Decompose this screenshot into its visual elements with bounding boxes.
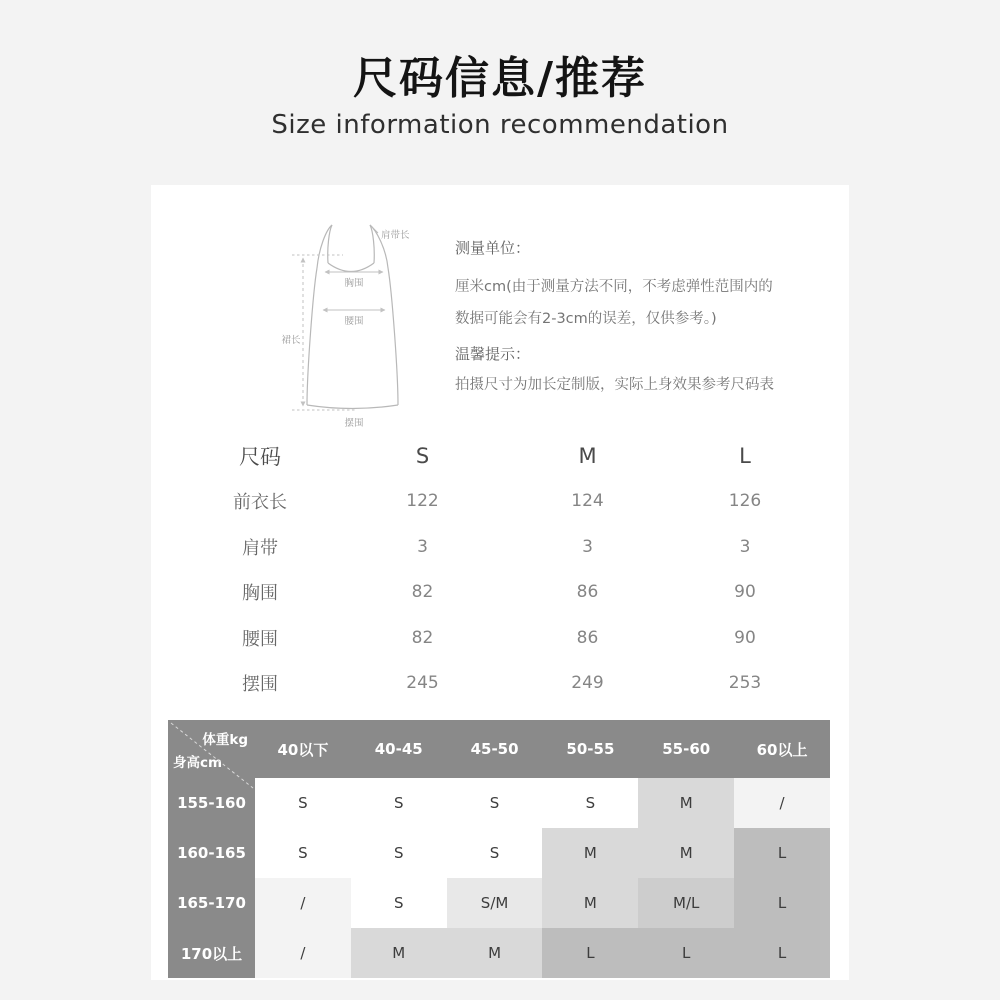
- size-table-header-label: 尺码: [239, 444, 281, 469]
- matrix-cell: S: [351, 778, 447, 828]
- matrix-row-header: 155-160: [168, 778, 255, 828]
- matrix-cell: /: [255, 928, 351, 978]
- cell-bust-m: 86: [576, 582, 599, 603]
- corner-diagonal-line: [168, 720, 255, 792]
- matrix-cell: S: [351, 828, 447, 878]
- corner-height-label: 身高cm: [173, 755, 223, 771]
- matrix-col-header: 40-45: [351, 720, 447, 778]
- matrix-cell: L: [542, 928, 638, 978]
- cell-strap-l: 3: [739, 536, 751, 557]
- matrix-cell: S: [351, 878, 447, 928]
- matrix-cell: S/M: [447, 878, 543, 928]
- matrix-cell: S: [255, 778, 351, 828]
- cell-hem-m: 249: [571, 673, 604, 694]
- matrix-cell: M: [542, 878, 638, 928]
- cell-bust-l: 90: [734, 582, 756, 603]
- tips-heading: 温馨提示：: [455, 345, 531, 363]
- matrix-cell: /: [734, 778, 830, 828]
- matrix-row-header: 165-170: [168, 878, 255, 928]
- matrix-cell: M: [638, 778, 734, 828]
- matrix-col-header: 60以上: [734, 720, 830, 778]
- bust-label: 胸围: [344, 278, 364, 289]
- matrix-cell: /: [255, 878, 351, 928]
- matrix-col-header: 45-50: [447, 720, 543, 778]
- matrix-cell: M: [447, 928, 543, 978]
- matrix-cell: S: [255, 828, 351, 878]
- matrix-cell: M: [638, 828, 734, 878]
- matrix-cell: S: [542, 778, 638, 828]
- matrix-cell: L: [734, 878, 830, 928]
- matrix-cell: M: [351, 928, 447, 978]
- matrix-col-header: 40以下: [255, 720, 351, 778]
- matrix-col-header: 50-55: [542, 720, 638, 778]
- size-table: [185, 433, 825, 706]
- matrix-cell: S: [447, 828, 543, 878]
- cell-hem-s: 245: [406, 673, 439, 694]
- matrix-cell: M/L: [638, 878, 734, 928]
- cell-front-length-s: 122: [406, 491, 439, 512]
- cell-bust-s: 82: [411, 582, 434, 603]
- matrix-cell: L: [734, 928, 830, 978]
- matrix-col-header: 55-60: [638, 720, 734, 778]
- cell-waist-l: 90: [734, 627, 756, 648]
- cell-strap-s: 3: [417, 536, 428, 557]
- measure-unit-line2: 数据可能会有2-3cm的误差，仅供参考。): [455, 311, 717, 327]
- matrix-corner-cell: [168, 720, 255, 778]
- page-title: 尺码信息/推荐: [352, 53, 648, 104]
- cell-waist-s: 82: [411, 627, 434, 648]
- dress-diagram: [271, 210, 456, 435]
- size-table-header-m: M: [578, 443, 597, 468]
- hem-label: 摆围: [344, 418, 364, 429]
- measure-arrows: [292, 226, 385, 410]
- corner-weight-label: 体重kg: [202, 732, 248, 748]
- recommendation-matrix: [168, 720, 830, 978]
- row-label-front-length: 前衣长: [233, 492, 287, 514]
- cell-waist-m: 86: [576, 627, 599, 648]
- cell-strap-m: 3: [582, 536, 593, 557]
- page-subtitle: Size information recommendation: [271, 110, 729, 140]
- row-label-waist: 腰围: [242, 628, 278, 650]
- cell-front-length-l: 126: [728, 491, 762, 512]
- row-label-bust: 胸围: [242, 583, 278, 605]
- matrix-cell: L: [734, 828, 830, 878]
- tips-line: 拍摄尺寸为加长定制版，实际上身效果参考尺码表: [455, 377, 774, 393]
- strap-length-label: 肩带长: [381, 230, 410, 241]
- size-table-header-l: L: [739, 443, 751, 468]
- matrix-row-header: 160-165: [168, 828, 255, 878]
- measure-unit-heading: 测量单位：: [455, 239, 531, 257]
- matrix-cell: L: [638, 928, 734, 978]
- waist-label: 腰围: [344, 316, 364, 327]
- size-info-panel: [151, 185, 849, 980]
- matrix-row-header: 170以上: [168, 928, 255, 978]
- matrix-cell: M: [542, 828, 638, 878]
- matrix-cell: S: [447, 778, 543, 828]
- measure-unit-line1: 厘米cm(由于测量方法不同，不考虑弹性范围内的: [455, 279, 773, 295]
- size-table-header-s: S: [415, 443, 430, 468]
- cell-front-length-m: 124: [571, 491, 604, 512]
- row-label-hem: 摆围: [242, 674, 278, 696]
- cell-hem-l: 253: [728, 673, 762, 694]
- skirt-length-label: 裙长: [281, 335, 301, 346]
- row-label-strap: 肩带: [242, 537, 278, 559]
